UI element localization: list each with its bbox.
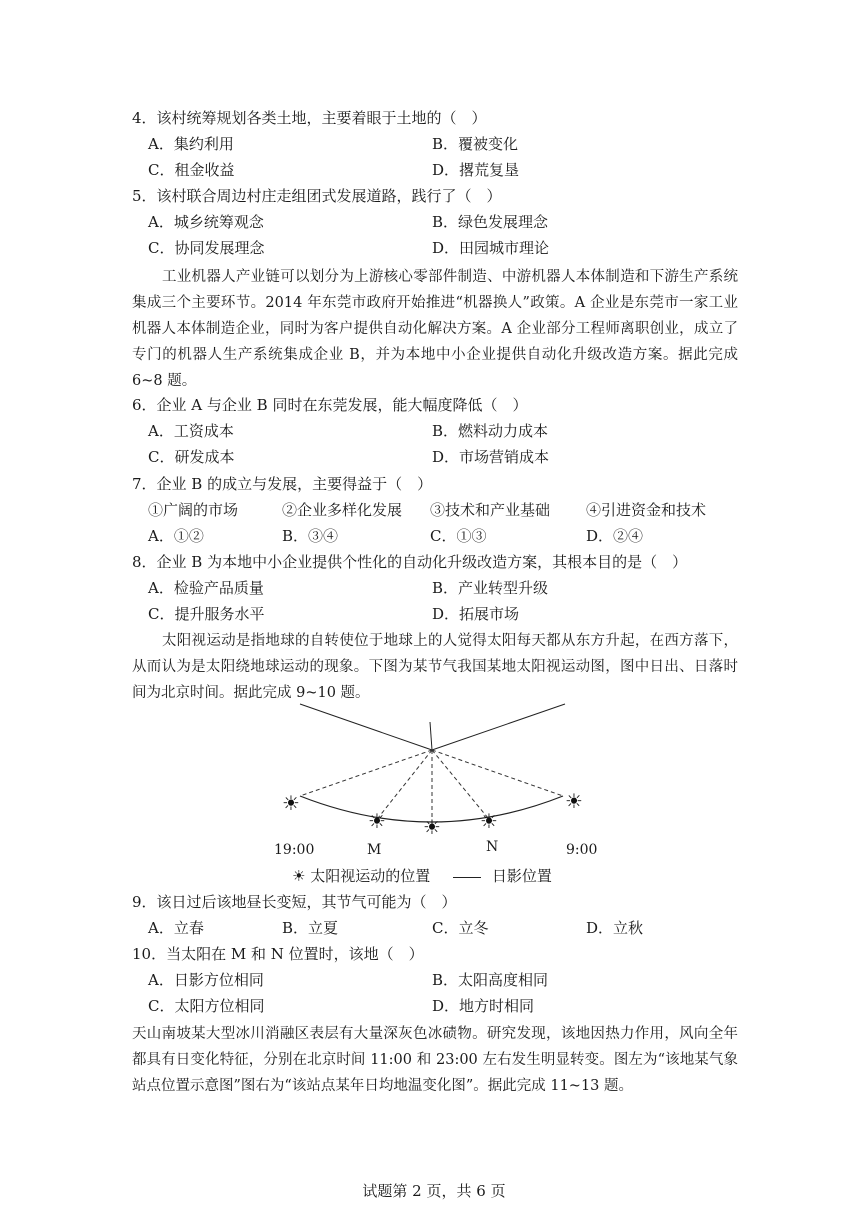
q9-option-d: D．立秋 — [586, 919, 644, 937]
q5-option-a: A．城乡统筹观念 — [148, 213, 264, 231]
sun-icon-noon: ☀ — [423, 815, 441, 839]
q8-option-b: B．产业转型升级 — [432, 579, 549, 597]
q6-option-c: C．研发成本 — [148, 448, 235, 466]
q5-option-b: B．绿色发展理念 — [432, 213, 549, 231]
q4-option-d: D．撂荒复垦 — [432, 161, 520, 179]
page-footer: 试题第 2 页，共 6 页 — [362, 1182, 506, 1200]
legend-shadow-line — [453, 877, 481, 878]
q4-option-b: B．覆被变化 — [432, 135, 519, 153]
sun-icon-19: ☀ — [282, 791, 300, 815]
passage-sun-motion: 太阳视运动是指地球的自转使位于地球上的人觉得太阳每天都从东方升起，在西方落下，从而认为是太阳绕地球运动的现象。下图为某节气我国某地太阳视运动图，图中日出、日落时间为北京时间。据此完成 9~10 题。 — [132, 633, 738, 701]
q6-stem: 6．企业 A 与企业 B 同时在东莞发展，能大幅度降低（ ） — [132, 396, 528, 414]
q7-stem: 7．企业 B 的成立与发展，主要得益于（ ） — [132, 475, 433, 493]
q8-option-d: D．拓展市场 — [432, 605, 520, 623]
q10-option-c: C．太阳方位相同 — [148, 997, 265, 1015]
sun-icon-m: ☀ — [368, 809, 386, 833]
q9-option-a: A．立春 — [148, 919, 204, 937]
legend-sun-label: 太阳视运动的位置 — [310, 867, 431, 885]
ray-9 — [432, 750, 563, 796]
q5-option-c: C．协同发展理念 — [148, 239, 265, 257]
sun-motion-svg — [260, 700, 620, 890]
q7-item-3: ③技术和产业基础 — [430, 501, 551, 519]
q5-option-d: D．田园城市理论 — [432, 239, 550, 257]
label-19: 19:00 — [274, 842, 315, 858]
q7-option-a: A．①② — [148, 527, 204, 545]
ray-19 — [300, 750, 432, 796]
q8-option-a: A．检验产品质量 — [148, 579, 264, 597]
q10-option-b: B．太阳高度相同 — [432, 971, 549, 989]
sun-icon-9: ☀ — [565, 789, 583, 813]
ray-m — [378, 750, 432, 818]
label-m: M — [367, 842, 382, 858]
q6-option-b: B．燃料动力成本 — [432, 422, 549, 440]
q4-stem: 4．该村统筹规划各类土地，主要着眼于土地的（ ） — [132, 109, 487, 127]
q5-stem: 5．该村联合周边村庄走组团式发展道路，践行了（ ） — [132, 187, 502, 205]
q8-stem: 8．企业 B 为本地中小企业提供个性化的自动化升级改造方案，其根本目的是（ ） — [132, 553, 688, 571]
q7-item-2: ②企业多样化发展 — [282, 501, 403, 519]
passage-glacier: 天山南坡某大型冰川消融区表层有大量深灰色冰碛物。研究发现，该地因热力作用，风向全年都具有日变化特征，分别在北京时间 11:00 和 23:00 左右发生明显转变。图左为“该地某气象站点位置示意图”图右为“该站点某年日均地温变化图”。据此完成 11~13 题。 — [132, 1026, 738, 1094]
legend — [292, 866, 552, 886]
label-9: 9:00 — [566, 842, 598, 858]
legend-shadow-label: 日影位置 — [491, 867, 552, 885]
legend-sun-icon: ☀ — [292, 867, 306, 885]
q7-option-b: B．③④ — [282, 527, 339, 545]
q4-option-a: A．集约利用 — [148, 135, 234, 153]
q6-option-a: A．工资成本 — [148, 422, 234, 440]
q6-option-d: D．市场营销成本 — [432, 448, 550, 466]
q7-item-1: ①广阔的市场 — [148, 501, 239, 519]
q4-option-c: C．租金收益 — [148, 161, 235, 179]
q9-option-c: C．立冬 — [432, 919, 489, 937]
sun-icon-n: ☀ — [480, 809, 498, 833]
shadow-line-left — [300, 704, 432, 750]
q7-option-d: D．②④ — [586, 527, 644, 545]
q10-stem: 10．当太阳在 M 和 N 位置时，该地（ ） — [132, 945, 424, 963]
sun-motion-diagram — [260, 700, 620, 890]
q10-option-a: A．日影方位相同 — [148, 971, 264, 989]
passage-robot-industry: 工业机器人产业链可以划分为上游核心零部件制造、中游机器人本体制造和下游生产系统集成三个主要环节。2014 年东莞市政府开始推进“机器换人”政策。A 企业是东莞市一家工业机器人本体制造企业，同时为客户提供自动化解决方案。A 企业部分工程师离职创业，成立了专门的机器人生产系统集成企业 B，并为本地中小企业提供自动化升级改造方案。据此完成 6~8 题。 — [132, 269, 738, 389]
q8-option-c: C．提升服务水平 — [148, 605, 265, 623]
q7-option-c: C．①③ — [430, 527, 487, 545]
q10-option-d: D．地方时相同 — [432, 997, 535, 1015]
shadow-line-right — [432, 704, 565, 750]
label-n: N — [486, 839, 499, 855]
q9-stem: 9．该日过后该地昼长变短，其节气可能为（ ） — [132, 893, 457, 911]
q9-option-b: B．立夏 — [282, 919, 339, 937]
shadow-line-center — [430, 722, 432, 750]
q7-item-4: ④引进资金和技术 — [586, 501, 707, 519]
